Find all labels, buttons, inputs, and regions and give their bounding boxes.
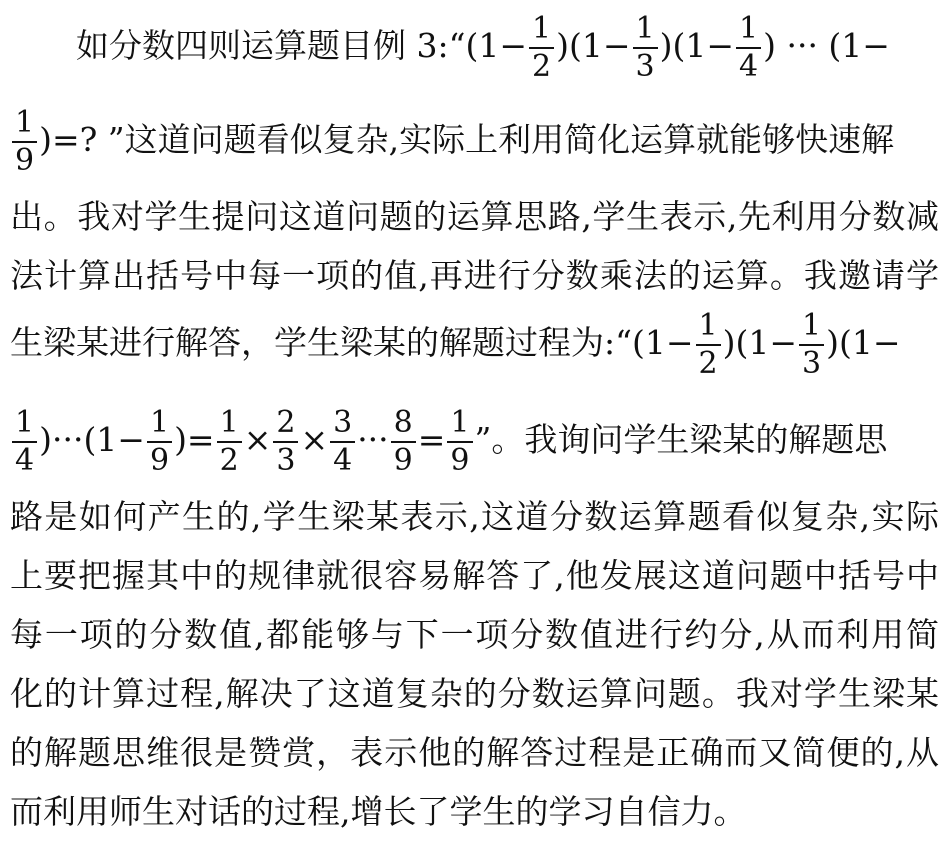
- denominator: 4: [739, 49, 759, 84]
- line-text: ×: [300, 420, 329, 459]
- denominator: 3: [635, 49, 655, 84]
- paragraph-line-6: [10, 400, 939, 480]
- numerator: 1: [696, 311, 721, 346]
- fraction-1-2: [217, 405, 242, 478]
- paragraph-line-7: 路是如何产生的,学生梁某表示,这道分数运算题看似复杂,实际: [10, 497, 939, 536]
- denominator: 9: [149, 443, 170, 478]
- line-text: ”。我询问学生梁某的解题思: [474, 420, 888, 459]
- numerator: 1: [736, 14, 761, 49]
- paragraph-line-12: 而利用师生对话的过程,增长了学生的学习自信力。: [10, 792, 747, 831]
- fraction-2-3: [273, 405, 298, 478]
- paragraph-line-1: [76, 6, 939, 86]
- fraction-1-4: [736, 11, 761, 84]
- fraction-1-9: [447, 405, 472, 478]
- denominator: 9: [450, 443, 470, 478]
- line-text: )=: [174, 420, 215, 459]
- line-text: 如分数四则运算题目例 3:“(1−: [76, 26, 527, 65]
- paragraph-line-10: 化的计算过程,解决了这道复杂的分数运算问题。我对学生梁某: [10, 674, 939, 713]
- line-text: )(1−: [722, 323, 798, 362]
- fraction-1-3: [799, 308, 824, 381]
- line-text: 生梁某进行解答，学生梁某的解题过程为:“(1−: [10, 323, 694, 362]
- line-text: =: [417, 420, 446, 459]
- line-text: )(1−: [556, 26, 631, 65]
- fraction-1-9: [12, 105, 37, 178]
- line-text: )···(1−: [39, 420, 145, 459]
- denominator: 2: [532, 49, 552, 84]
- numerator: 1: [147, 408, 172, 443]
- fraction-3-4: [330, 405, 355, 478]
- line-text: ···: [357, 420, 389, 459]
- paragraph-line-5: [10, 303, 939, 383]
- numerator: 1: [529, 14, 554, 49]
- paragraph-line-9: 每一项的分数值,都能够与下一项分数值进行约分,从而利用简: [10, 615, 939, 654]
- fraction-1-2: [529, 11, 554, 84]
- denominator: 9: [15, 143, 35, 178]
- fraction-1-2: [696, 308, 721, 381]
- numerator: 1: [12, 408, 37, 443]
- numerator: 1: [799, 311, 824, 346]
- denominator: 4: [333, 443, 353, 478]
- paragraph-line-4: 法计算出括号中每一项的值,再进行分数乘法的运算。我邀请学: [10, 256, 939, 295]
- denominator: 9: [393, 443, 413, 478]
- paragraph-line-11: 的解题思维很是赞赏，表示他的解答过程是正确而又简便的,从: [10, 733, 939, 772]
- denominator: 2: [698, 346, 718, 381]
- fraction-1-4: [12, 405, 37, 478]
- numerator: 1: [217, 408, 242, 443]
- denominator: 2: [219, 443, 239, 478]
- fraction-8-9: [391, 405, 416, 478]
- denominator: 3: [276, 443, 296, 478]
- numerator: 1: [633, 14, 658, 49]
- numerator: 2: [273, 408, 298, 443]
- numerator: 8: [391, 408, 416, 443]
- line-text: )(1−: [659, 26, 734, 65]
- line-text: ×: [243, 420, 272, 459]
- denominator: 4: [15, 443, 35, 478]
- numerator: 3: [330, 408, 355, 443]
- fraction-1-9: [147, 405, 172, 478]
- numerator: 1: [447, 408, 472, 443]
- paragraph-line-2: [10, 100, 939, 180]
- paragraph-line-3: 出。我对学生提问这道问题的运算思路,学生表示,先利用分数减: [10, 197, 939, 236]
- fraction-1-3: [633, 11, 658, 84]
- numerator: 1: [12, 108, 37, 143]
- denominator: 3: [802, 346, 822, 381]
- line-text: ) ··· (1−: [763, 26, 890, 65]
- paragraph-line-8: 上要把握其中的规律就很容易解答了,他发展这道问题中括号中: [10, 556, 939, 595]
- line-text: )(1−: [826, 323, 901, 362]
- line-text: )=? ”这道问题看似复杂,实际上利用简化运算就能够快速解: [39, 120, 895, 159]
